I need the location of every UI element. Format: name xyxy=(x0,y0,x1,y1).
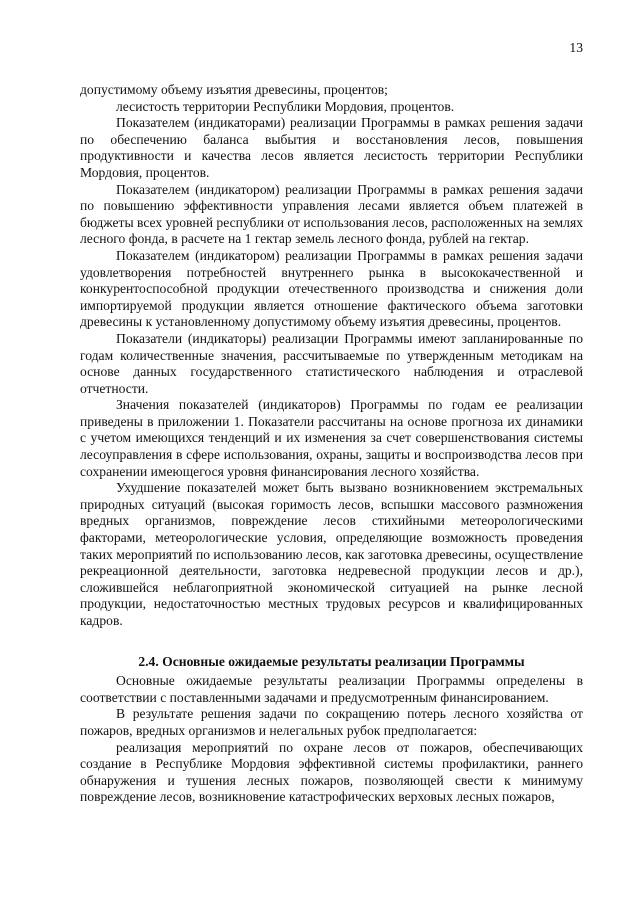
paragraph: реализация мероприятий по охране лесов от пожаров, обеспечивающих создание в Республике Мордовия эффективной системы профилактики, раннего обнаружения и тушения лесных пожаров, позволяющей свести к минимуму повреждение лесов, возникновение катастрофических верховых лесных пожаров, xyxy=(80,739,583,805)
paragraph: лесистость территории Республики Мордовия, процентов. xyxy=(116,98,455,114)
document-body xyxy=(80,82,583,806)
paragraph: Показателем (индикаторами) реализации Программы в рамках решения задачи по обеспечению баланса выбытия и восстановления лесов, повышения продуктивности и качества лесов является лесистость территории Республики Мордовия, процентов. xyxy=(80,115,583,180)
paragraph: Ухудшение показателей может быть вызвано возникновением экстремальных природных ситуаций (высокая горимость лесов, вспышки массового размножения вредных организмов, повреждение лесов стихийными метеорологическими факторами, метеорологические условия, определяющие возможность проведения таких мероприятий по использованию лесов, как заготовка древесины, осуществление рекреационной деятельности, заготовка недревесной продукции лесов и др.), сложившейся неблагоприятной экономической ситуацией на рынке лесной продукции, недостаточностью местных трудовых ресурсов и квалифицированных кадров. xyxy=(80,480,583,628)
paragraph: В результате решения задачи по сокращению потерь лесного хозяйства от пожаров, вредных организмов и нелегальных рубок предполагается: xyxy=(80,706,583,738)
paragraph: допустимому объему изъятия древесины, процентов; xyxy=(80,82,388,97)
page-number: 13 xyxy=(569,40,583,55)
paragraph: Значения показателей (индикаторов) Программы по годам ее реализации приведены в приложении 1. Показатели рассчитаны на основе прогноза их динамики с учетом имеющихся тенденций и их изменения за счет совершенствования системы лесоуправления в сфере использования, охраны, защиты и воспроизводства лесов при сохранении имеющегося уровня финансирования лесного хозяйства. xyxy=(80,397,583,479)
paragraph: Показателем (индикатором) реализации Программы в рамках решения задачи по повышению эффективности управления лесами является объем платежей в бюджеты всех уровней республики от использования лесов, расположенных на землях лесного фонда, в расчете на 1 гектар земель лесного фонда, рублей на гектар. xyxy=(80,181,583,247)
paragraph: Основные ожидаемые результаты реализации Программы определены в соответствии с поставленными задачами и предусмотренным финансированием. xyxy=(80,673,583,705)
section-heading: 2.4. Основные ожидаемые результаты реализации Программы xyxy=(138,653,525,669)
paragraphs-before-heading xyxy=(80,82,583,630)
paragraph: Показатели (индикаторы) реализации Программы имеют запланированные по годам количественные значения, рассчитываемые по утвержденным методикам на основе данных государственного статистического наблюдения и отраслевой отчетности. xyxy=(80,330,583,396)
paragraph: Показателем (индикатором) реализации Программы в рамках решения задачи удовлетворения потребностей внутреннего рынка в высококачественной и конкурентоспособной продукции отечественного производства и снижения доли импортируемой продукции является отношение фактического объема заготовки древесины к установленному допустимому объему изъятия древесины, процентов. xyxy=(80,247,583,330)
paragraphs-after-heading xyxy=(80,673,583,806)
